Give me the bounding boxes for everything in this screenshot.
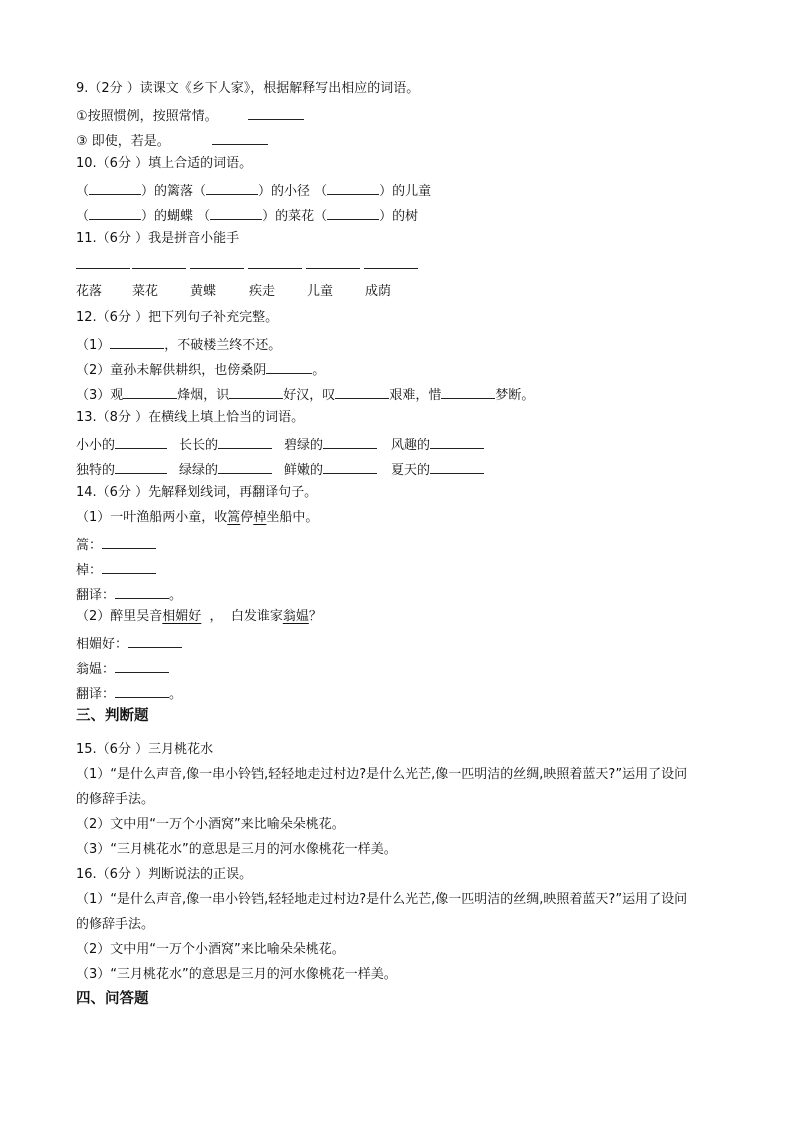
word: 儿童	[307, 284, 334, 299]
q14-sentence-2: （2）醉里吴音相媚好 ， 白发谁家翁媪？	[76, 609, 322, 624]
answer-blank[interactable]	[206, 180, 258, 195]
q15-statement-3: （3）“三月桃花水”的意思是三月的河水像桃花一样美。	[76, 842, 397, 857]
q12-sentence-3: （3）观 烽烟，识 好汉，叹 艰难，惜 梦断。	[76, 384, 534, 405]
answer-blank[interactable]	[335, 384, 389, 399]
answer-blank[interactable]	[115, 459, 167, 474]
pinyin-blank[interactable]	[306, 268, 360, 269]
q15-title: 15.（6分 ）三月桃花水	[76, 742, 214, 757]
answer-blank[interactable]	[115, 658, 169, 673]
answer-blank[interactable]	[115, 434, 167, 449]
answer-blank[interactable]	[218, 459, 272, 474]
answer-blank[interactable]	[327, 180, 379, 195]
pinyin-blank[interactable]	[190, 268, 244, 269]
q14-line-translate-2: 翻译： 。	[76, 683, 182, 704]
answer-blank[interactable]	[89, 205, 141, 220]
q15-statement-1a: （1）“是什么声音,像一串小铃铛,轻轻地走过村边?是什么光芒,像一匹明洁的丝绸,映照着蓝天?”运用了设问	[76, 767, 688, 782]
q9-item-2: ③ 即使，若是。	[76, 130, 268, 151]
section-heading-3: 三、判断题	[76, 708, 149, 724]
answer-blank[interactable]	[266, 359, 312, 374]
q12-sentence-1: （1） ，不破楼兰终不还。	[76, 334, 281, 355]
word: 花落	[76, 284, 103, 299]
answer-blank[interactable]	[110, 334, 164, 349]
q14-line-translate-1: 翻译： 。	[76, 584, 182, 605]
word: 疾走	[249, 284, 276, 299]
word: 菜花	[132, 284, 159, 299]
answer-blank[interactable]	[323, 459, 377, 474]
q10-row-2: （ ）的蝴蝶 （ ）的菜花（ ）的树	[76, 205, 418, 226]
q16-statement-1a: （1）“是什么声音,像一串小铃铛,轻轻地走过村边?是什么光芒,像一匹明洁的丝绸,映照着蓝天?”运用了设问	[76, 892, 688, 907]
q13-title: 13.（8分 ）在横线上填上恰当的词语。	[76, 410, 305, 425]
q14-line-gao: 篙：	[76, 534, 156, 555]
answer-blank[interactable]	[229, 384, 283, 399]
answer-blank[interactable]	[212, 130, 268, 145]
answer-blank[interactable]	[115, 683, 169, 698]
answer-blank[interactable]	[115, 584, 169, 599]
pinyin-blank[interactable]	[248, 268, 302, 269]
pinyin-blank[interactable]	[364, 268, 418, 269]
q15-statement-2: （2）文中用“一万个小酒窝”来比喻朵朵桃花。	[76, 817, 345, 832]
answer-blank[interactable]	[441, 384, 495, 399]
q14-line-wengao: 翁媪：	[76, 658, 169, 679]
q16-title: 16.（6分 ）判断说法的正误。	[76, 867, 253, 882]
answer-blank[interactable]	[102, 534, 156, 549]
section-heading-4: 四、问答题	[76, 991, 149, 1007]
answer-blank[interactable]	[327, 205, 379, 220]
q14-line-zhao: 棹：	[76, 559, 156, 580]
pinyin-blank[interactable]	[76, 268, 130, 269]
answer-blank[interactable]	[128, 633, 182, 648]
answer-blank[interactable]	[218, 434, 272, 449]
answer-blank[interactable]	[248, 105, 304, 120]
answer-blank[interactable]	[89, 180, 141, 195]
q10-title: 10.（6分 ）填上合适的词语。	[76, 156, 253, 171]
answer-blank[interactable]	[102, 559, 156, 574]
q14-sentence-1: （1）一叶渔船两小童，收篙停棹坐船中。	[76, 510, 319, 525]
q15-statement-1b: 的修辞手法。	[76, 792, 155, 807]
q16-statement-2: （2）文中用“一万个小酒窝”来比喻朵朵桃花。	[76, 942, 345, 957]
answer-blank[interactable]	[323, 434, 377, 449]
answer-blank[interactable]	[430, 459, 484, 474]
pinyin-blank[interactable]	[132, 268, 186, 269]
q10-row-1: （ ）的篱落（ ）的小径 （ ）的儿童	[76, 180, 431, 201]
q12-sentence-2: （2）童孙未解供耕织，也傍桑阴 。	[76, 359, 325, 380]
q13-row-1: 小小的 长长的 碧绿的 风趣的	[76, 434, 484, 455]
answer-blank[interactable]	[430, 434, 484, 449]
q14-line-meihao: 相媚好：	[76, 633, 182, 654]
word: 黄蝶	[190, 284, 217, 299]
q13-row-2: 独特的 绿绿的 鲜嫩的 夏天的	[76, 459, 484, 480]
q11-title: 11.（6分 ）我是拼音小能手	[76, 231, 240, 246]
q16-statement-3: （3）“三月桃花水”的意思是三月的河水像桃花一样美。	[76, 967, 397, 982]
answer-blank[interactable]	[210, 205, 262, 220]
q9-title: 9.（2分 ）读课文《乡下人家》，根据解释写出相应的词语。	[76, 81, 420, 96]
q9-item-1: ①按照惯例，按照常情。	[76, 105, 304, 126]
q14-title: 14.（6分 ）先解释划线词，再翻译句子。	[76, 485, 318, 500]
answer-blank[interactable]	[123, 384, 177, 399]
q12-title: 12.（6分 ）把下列句子补充完整。	[76, 310, 279, 325]
q16-statement-1b: 的修辞手法。	[76, 917, 155, 932]
word: 成荫	[365, 284, 392, 299]
